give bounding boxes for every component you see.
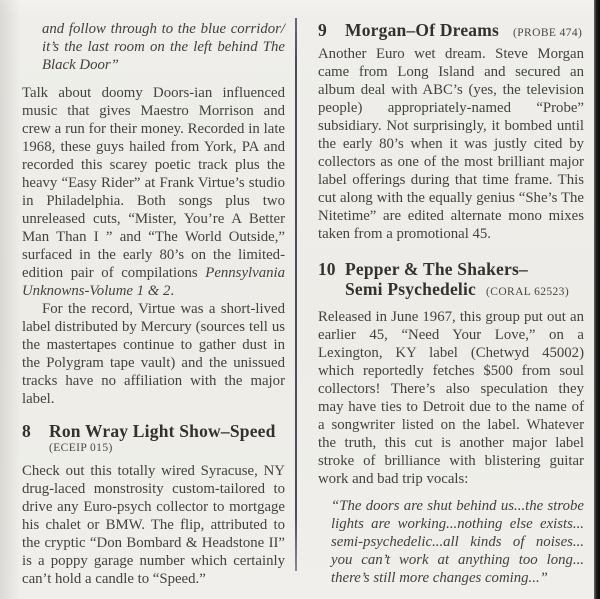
track-subtitle: Semi Psychedelic — [345, 279, 477, 299]
track-title-line-1: Pepper & The Shakers– — [345, 259, 528, 279]
catalog-number: (CORAL 62523) — [486, 286, 570, 298]
lyric-quote: “The doors are shut behind us...the strobe lights are working...nothing else exists... semi-psychedelic...all kinds of noises... you can’t work at anything too long... there’s still more changes coming...” — [331, 498, 584, 586]
track-number: 9 — [318, 20, 327, 40]
track-8-heading — [22, 421, 285, 454]
paragraph-track9-review: Another Euro wet dream. Steve Morgan came from Long Island and secured an album deal with ABC’s (yes, the television people) appropriately-named “Probe” subsidiary. Not surprisingly, it bombed until the early 80’s when it was justly cited by collectors as one of the most brilliant major label offerings during that time frame. This cut along with the equally genius “She’s The Nitetime” are edited alternate mono mixes taken from a promotional 45. — [318, 46, 584, 242]
track-title-line-2 — [345, 279, 584, 302]
catalog-number: (PROBE 474) — [513, 27, 583, 39]
catalog-number: (ECEIP 015) — [49, 442, 113, 454]
paragraph-track7-review — [22, 84, 285, 300]
paragraph-text: Talk about doomy Doors-ian influenced music that gives Maestro Morrison and crew a run for their money. Recorded in late 1968, these guys hailed from York, PA and recorded this scarey poetic track plus the heavy “Easy Rider” at Frank Virtue’s studio in Philadelphia. Both songs plus two unreleased cuts, “Mister, You’re A Better Man Than I ” and “The World Outside,” surfaced in the early 80’s on the limited-edition pair of compilations — [22, 85, 285, 281]
track-number: 8 — [22, 421, 31, 441]
track-title: Ron Wray Light Show–Speed — [49, 421, 276, 441]
paragraph-text-tail: . — [170, 283, 175, 299]
left-column — [22, 20, 285, 588]
paragraph-virtue-label-note: For the record, Virtue was a short-lived label distributed by Mercury (sources tell us the mastertapes continue to gather dust in the Polygram tape vault) and the unissued tracks have no affiliation with the major label. — [22, 301, 285, 407]
paragraph-track8-review: Check out this totally wired Syracuse, NY drug-laced monstrosity custom-tailored to drive any Euro-psych collector to mortgage his chalet or BMW. The flip, attributed to the cryptic “Don Bombard & Headstone II” is a poppy garage number which certainly can’t hold a candle to “Speed.” — [22, 463, 285, 587]
column-divider-rule — [295, 18, 297, 571]
track-10-heading — [318, 259, 584, 302]
track-9-heading — [318, 20, 584, 41]
right-column — [318, 20, 584, 587]
continued-lyric-quote: and follow through to the blue corridor/ it’s the last room on the left behind The Black Door” — [42, 21, 285, 73]
track-title: Morgan–Of Dreams — [345, 20, 500, 40]
compilation-title-italic: Pennsylvania Unknowns-Volume 1 & 2 — [22, 265, 285, 299]
paragraph-track10-review: Released in June 1967, this group put out an earlier 45, “Need Your Love,” on a Lexington, KY label (Chetwyd 45002) which reportedly fetches $500 from soul collectors! There’s also speculation they may have ties to Detroit due to the name of a songwriter listed on the label. Whatever the truth, this cut is another major label stroke of brilliance with blistering guitar work and bad trip vocals: — [318, 309, 584, 487]
scan-right-edge — [594, 0, 600, 599]
track-number: 10 — [318, 259, 336, 279]
